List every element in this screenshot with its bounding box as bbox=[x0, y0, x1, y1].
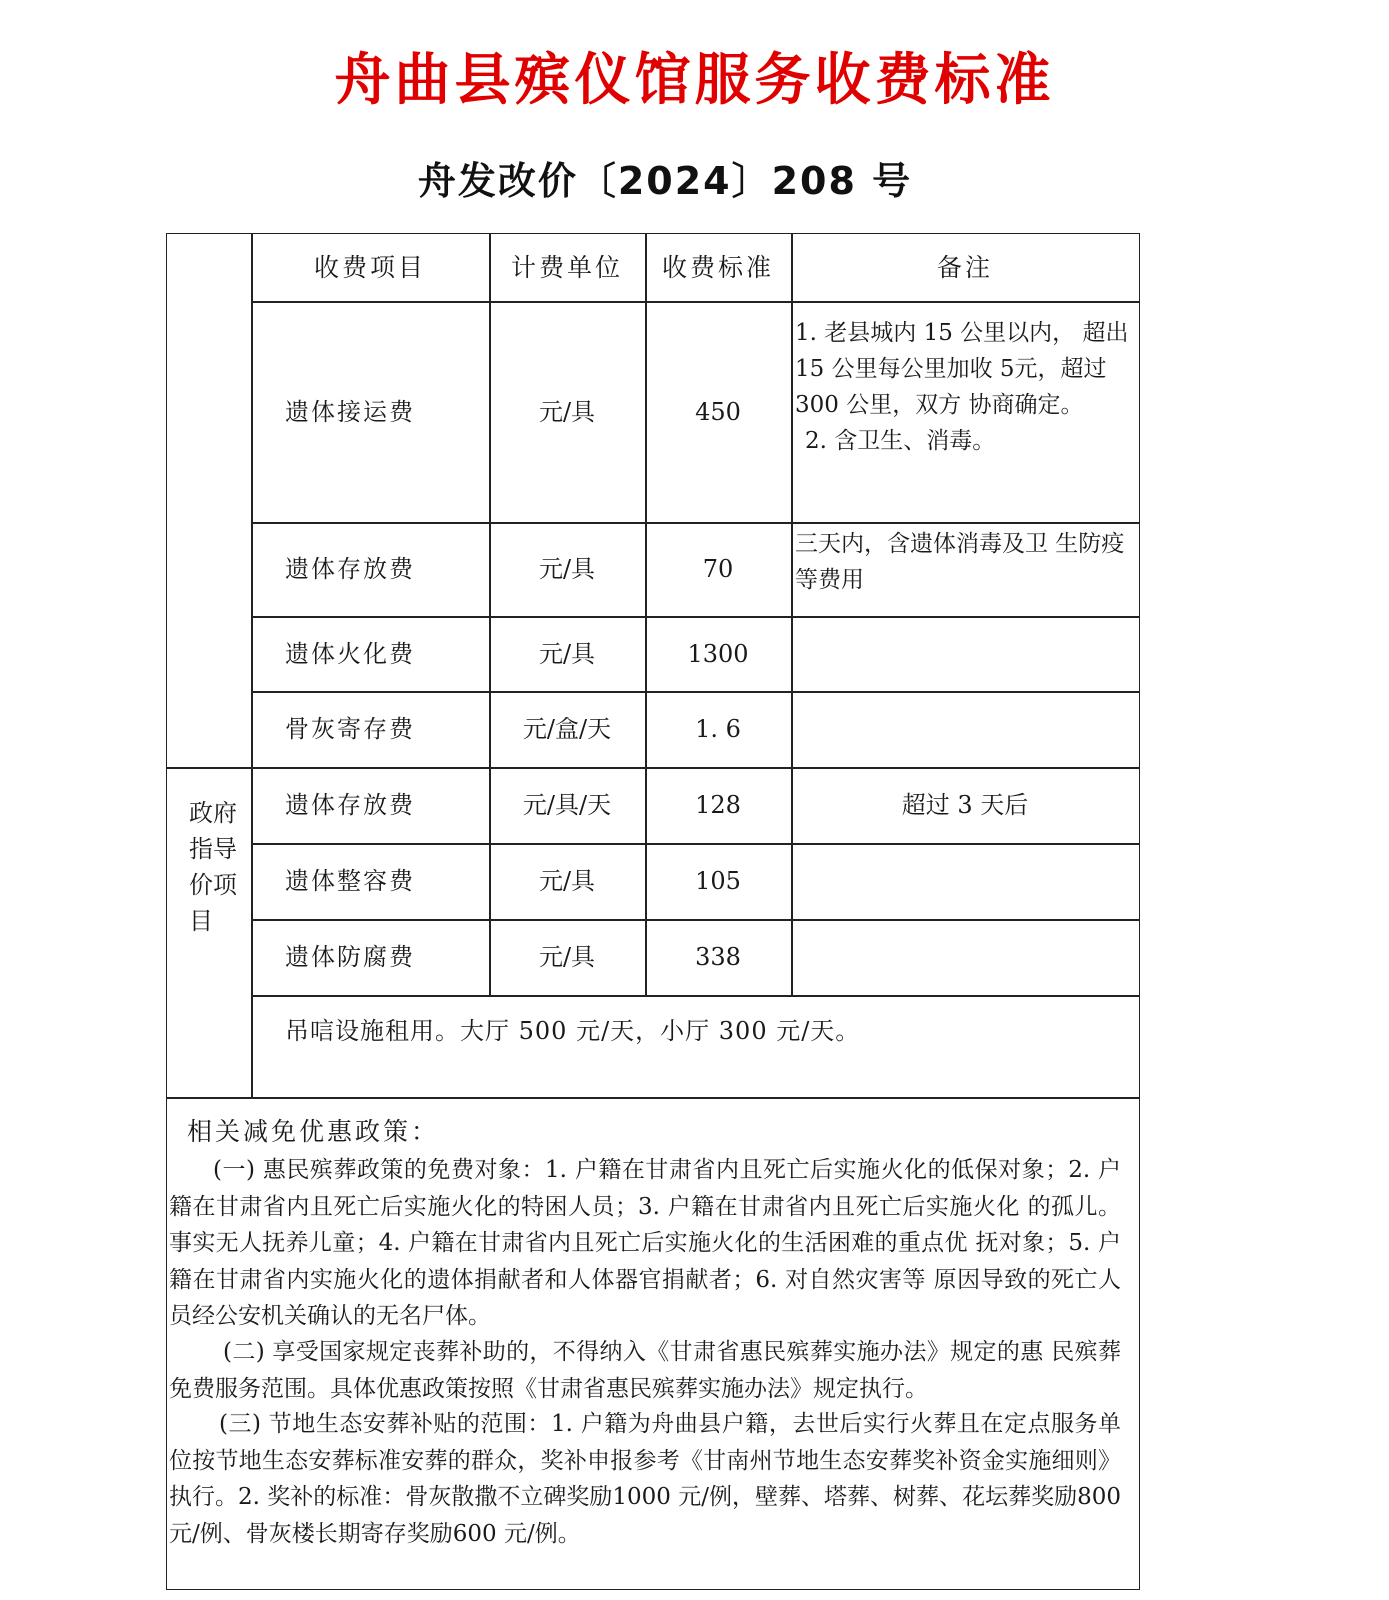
note-line: 2. 含卫生、消毒。 bbox=[805, 428, 996, 454]
table-row-price: 128 bbox=[695, 791, 741, 819]
header-price: 收费标准 bbox=[661, 252, 774, 282]
table-row-unit: 元/盒/天 bbox=[522, 715, 612, 743]
rental-note: 吊唁设施租用。大厅 500 元/天，小厅 300 元/天。 bbox=[285, 1017, 861, 1045]
table-row-item: 骨灰寄存费 bbox=[285, 715, 415, 743]
fee-table bbox=[166, 233, 1140, 1590]
policy-paragraph: (二) 享受国家规定丧葬补助的，不得纳入《甘肃省惠民殡葬实施办法》规定的惠 民殡葬免费服务范围。具体优惠政策按照《甘肃省惠民殡葬实施办法》规定执行。 bbox=[169, 1339, 1121, 1402]
policy-paragraph: (一) 惠民殡葬政策的免费对象：1. 户籍在甘肃省内且死亡后实施火化的低保对象；2. 户籍在甘肃省内且死亡后实施火化的特困人员；3. 户籍在甘肃省内且死亡后实施火化 的孤儿。事实无人抚养儿童；4. 户籍在甘肃省内且死亡后实施火化的生活困难的重点优 抚对象；5. 户籍在甘肃省内实施火化的遗体捐献者和人体器官捐献者；6. 对自然灾害等 原因导致的死亡人员经公安机关确认的无名尸体。 bbox=[169, 1157, 1121, 1329]
table-row-item: 遗体防腐费 bbox=[285, 943, 415, 971]
policy-section bbox=[169, 1102, 1121, 1587]
table-row-note bbox=[791, 301, 1139, 522]
table-row-item: 遗体接运费 bbox=[285, 397, 415, 426]
header-item: 收费项目 bbox=[313, 252, 426, 282]
table-row-price: 1. 6 bbox=[695, 715, 741, 743]
table-row-note: 超过 3 天后 bbox=[901, 791, 1029, 819]
policy-paragraph: (三) 节地生态安葬补贴的范围：1. 户籍为舟曲县户籍，去世后实行火葬且在定点服务单位按节地生态安葬标准安葬的群众，奖补申报参考《甘南州节地生态安葬奖补资金实施细则》执行。2. 奖补的标准：骨灰散撒不立碑奖励1000 元/例，壁葬、塔葬、树葬、花坛葬奖励800 元/例、骨灰楼长期寄存奖励600 元/例。 bbox=[169, 1411, 1121, 1547]
document-number: 舟发改价〔2024〕208 号 bbox=[417, 159, 913, 203]
header-unit: 计费单位 bbox=[510, 252, 623, 282]
table-row-note: 三天内，含遗体消毒及卫 生防疫等费用 bbox=[795, 531, 1125, 593]
table-row-item: 遗体整容费 bbox=[285, 867, 415, 895]
table-row-price: 450 bbox=[695, 397, 741, 426]
table-row-unit: 元/具 bbox=[538, 639, 596, 668]
table-row-item: 遗体存放费 bbox=[285, 791, 415, 819]
table-row-unit: 元/具 bbox=[538, 943, 596, 971]
category-cell bbox=[167, 767, 251, 967]
table-row-unit: 元/具 bbox=[538, 867, 596, 895]
table-row-price: 1300 bbox=[687, 639, 749, 668]
policy-heading: 相关减免优惠政策： bbox=[187, 1117, 440, 1146]
table-row-price: 338 bbox=[695, 943, 741, 971]
table-row-price: 70 bbox=[702, 555, 734, 583]
table-row-price: 105 bbox=[695, 867, 741, 895]
note-line: 1. 老县城内 15 公里以内， 超出 15 公里每公里加收 5元，超过 300 公里，双方 协商确定。 bbox=[795, 320, 1129, 418]
table-row-unit: 元/具 bbox=[538, 397, 596, 426]
table-row-item: 遗体火化费 bbox=[285, 639, 415, 668]
category-label: 政府指导价项目 bbox=[189, 799, 237, 935]
table-row-item: 遗体存放费 bbox=[285, 555, 415, 583]
page-title: 舟曲县殡仪馆服务收费标准 bbox=[334, 48, 1055, 113]
header-note: 备注 bbox=[936, 252, 993, 282]
table-row-unit: 元/具 bbox=[538, 555, 596, 583]
table-row-unit: 元/具/天 bbox=[522, 791, 612, 819]
